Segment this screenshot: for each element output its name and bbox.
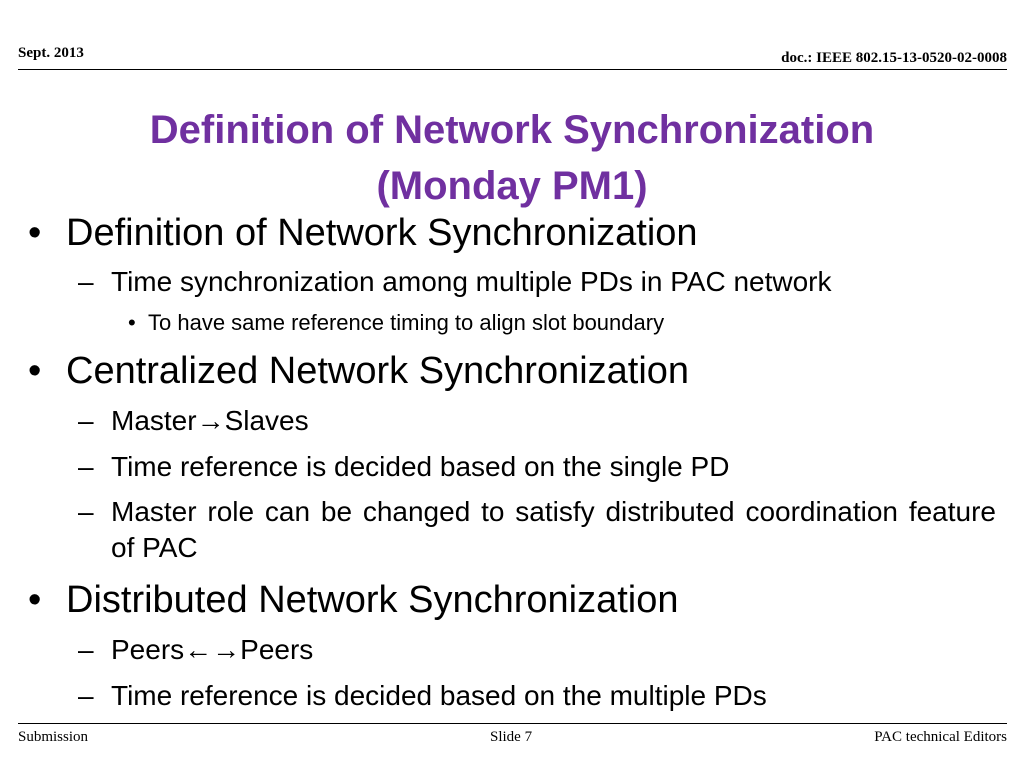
subbullet-text: Time synchronization among multiple PDs in PAC network (111, 266, 832, 297)
subsubbullet-text: To have same reference timing to align slot boundary (148, 310, 665, 335)
slide-title-line2: (Monday PM1) (376, 164, 648, 208)
dash-marker: – (78, 451, 94, 482)
subbullet-text: Master role can be changed to satisfy distributed coordination feature of PAC (111, 496, 996, 563)
dash-marker: – (78, 496, 94, 527)
header-doc-id: doc.: IEEE 802.15-13-0520-02-0008 (781, 50, 1007, 66)
peers-label: Peers (111, 634, 185, 665)
slaves-label: Slaves (224, 405, 309, 436)
bullet-marker: • (28, 212, 42, 254)
bullet-text: Distributed Network Synchronization (66, 579, 679, 621)
master-label: Master (111, 405, 197, 436)
dash-marker: – (78, 680, 94, 711)
bullet-marker: • (28, 579, 42, 621)
bullet-text: Definition of Network Synchronization (66, 212, 698, 254)
bidirectional-arrow-icon: ←→ (184, 634, 241, 665)
footer-authors: PAC technical Editors (874, 729, 1007, 745)
bullet-text: Centralized Network Synchronization (66, 350, 690, 392)
bullet-marker: • (128, 310, 136, 335)
dash-marker: – (78, 634, 94, 665)
bullet-marker: • (28, 350, 42, 392)
dash-marker: – (78, 405, 94, 436)
header-date: Sept. 2013 (18, 45, 84, 61)
subbullet-text (111, 632, 996, 668)
subbullet-text (111, 403, 996, 439)
subbullet-text: Time reference is decided based on the multiple PDs (111, 680, 767, 711)
right-arrow-icon: → (196, 405, 225, 436)
peers-label-2: Peers (240, 634, 314, 665)
footer-divider (18, 723, 1007, 724)
footer-submission: Submission (18, 729, 89, 745)
dash-marker: – (78, 266, 94, 297)
slide-title-line1: Definition of Network Synchronization (149, 108, 875, 152)
subbullet-text: Time reference is decided based on the single PD (111, 451, 730, 482)
footer-slide-number: Slide 7 (490, 729, 533, 745)
